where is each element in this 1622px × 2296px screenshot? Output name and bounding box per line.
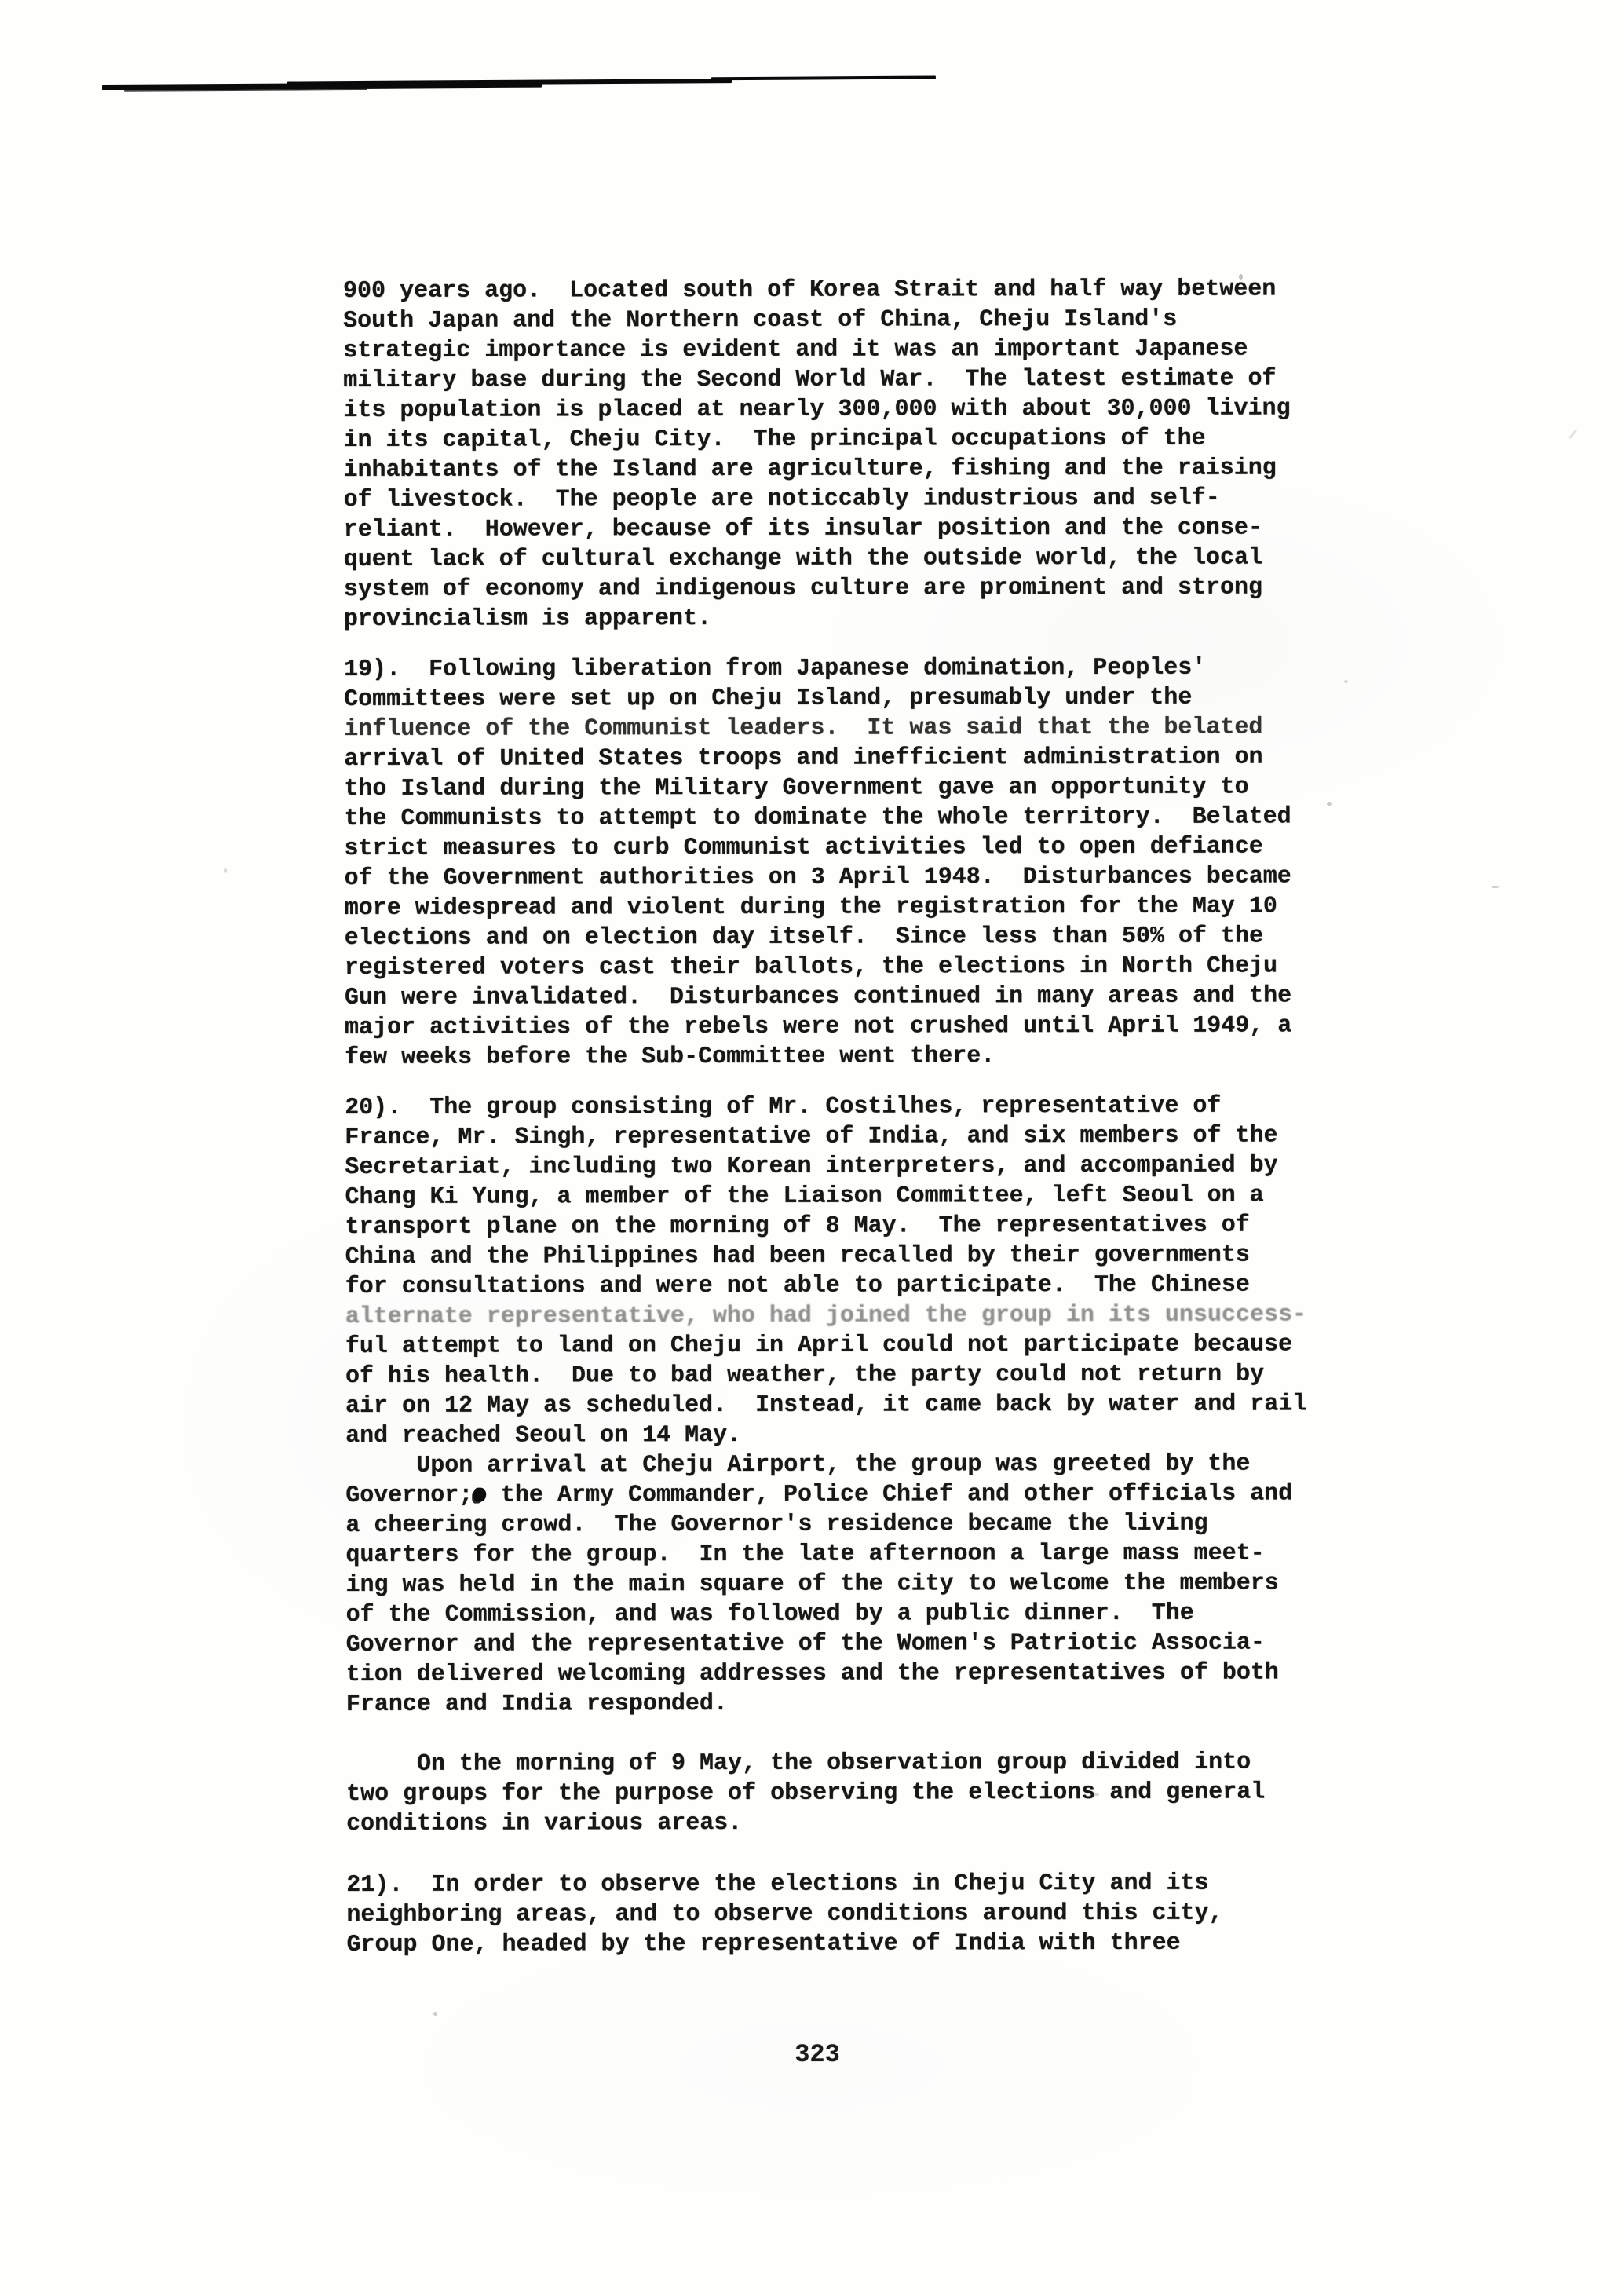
text-line: for consultations and were not able to participate. The Chinese [345, 1271, 1250, 1300]
text-line: 21). In order to observe the elections in Cheju City and its [346, 1870, 1209, 1899]
text-segment: the Army Commander, Police Chief and other officials and [486, 1480, 1293, 1509]
text-line: the Communists to attempt to dominate the whole territory. Belated [344, 803, 1291, 832]
text-line: of his health. Due to bad weather, the party could not return by [345, 1361, 1265, 1390]
text-line: China and the Philippines had been recalled by their governments [345, 1241, 1250, 1270]
text-line: arrival of United States troops and inefficient administration on [344, 744, 1263, 773]
text-line: elections and on election day itself. Since less than 50% of the [344, 923, 1264, 952]
paragraph-intro [343, 274, 1357, 634]
scan-speck [1327, 802, 1332, 806]
paragraph-9-may [346, 1747, 1359, 1839]
text-line: 19). Following liberation from Japanese domination, Peoples' [344, 654, 1207, 683]
text-line: influence of the Communist leaders. It was said that the belated [344, 714, 1263, 743]
scan-speck [433, 2012, 437, 2016]
text-line: ful attempt to land on Cheju in April could not participate because [345, 1331, 1293, 1360]
text-line: Upon arrival at Cheju Airport, the group was greeted by the [345, 1450, 1251, 1479]
text-line: transport plane on the morning of 8 May. The representatives of [345, 1212, 1250, 1241]
text-line: 900 years ago. Located south of Korea Strait and half way between [343, 276, 1277, 305]
scan-speck [1344, 680, 1348, 683]
scan-speck [1091, 1793, 1099, 1796]
text-line: registered voters cast their ballots, the elections in North Cheju [344, 952, 1278, 982]
text-line: On the morning of 9 May, the observation group divided into [345, 1749, 1251, 1778]
scan-rule-line [100, 70, 941, 97]
text-line: of the Commission, and was followed by a public dinner. The [345, 1600, 1194, 1629]
ink-blot-icon [474, 1487, 486, 1502]
text-line: military base during the Second World War. The latest estimate of [343, 365, 1277, 394]
text-line: Gun were invalidated. Disturbances continued in many areas and the [344, 982, 1292, 1011]
paragraph-19 [344, 653, 1357, 1073]
text-line: reliant. However, because of its insular position and the conse- [343, 514, 1262, 543]
text-line: South Japan and the Northern coast of China, Cheju Island's [343, 305, 1178, 335]
scan-speck [1239, 274, 1243, 280]
document-text [343, 274, 1359, 1960]
text-line: major activities of the rebels were not crushed until April 1949, a [344, 1012, 1292, 1041]
text-line: air on 12 May as scheduled. Instead, it came back by water and rail [345, 1391, 1307, 1420]
paragraph-arrival [345, 1449, 1359, 1720]
text-line-faded: alternate representative, who had joined the group in its unsuccess- [345, 1301, 1307, 1330]
text-line: Chang Ki Yung, a member of the Liaison Committee, left Seoul on a [345, 1182, 1264, 1211]
text-line: Governor and the representative of the Women's Patriotic Associa- [345, 1629, 1265, 1658]
text-line: and reached Seoul on 14 May. [345, 1421, 742, 1450]
text-line: Committees were set up on Cheju Island, presumably under the [344, 684, 1193, 713]
text-line: ing was held in the main square of the city to welcome the members [345, 1570, 1279, 1599]
page-number: 323 [795, 2040, 840, 2069]
text-segment: Governor; [345, 1482, 473, 1509]
text-line: in its capital, Cheju City. The principal occupations of the [343, 425, 1206, 454]
text-line: two groups for the purpose of observing the elections and general [346, 1779, 1266, 1808]
text-line: of the Government authorities on 3 April 1948. Disturbances became [344, 863, 1291, 892]
text-line: strategic importance is evident and it was an important Japanese [343, 335, 1248, 364]
scan-speck [1492, 886, 1499, 888]
paragraph-20 [345, 1091, 1358, 1451]
text-line: more widespread and violent during the registration for the May 10 [344, 893, 1277, 922]
text-line: few weeks before the Sub-Committee went there. [345, 1043, 995, 1071]
text-line: tho Island during the Military Government gave an opportunity to [344, 773, 1249, 803]
text-line: France and India responded. [345, 1690, 728, 1718]
text-line: conditions in various areas. [346, 1809, 743, 1837]
rule-segment [711, 76, 936, 81]
scan-speck [1569, 430, 1577, 440]
text-line: system of economy and indigenous culture are prominent and strong [343, 574, 1263, 603]
scan-speck [224, 868, 227, 873]
paragraph-21 [346, 1868, 1359, 1960]
text-line: of livestock. The people are noticcably industrious and self- [343, 484, 1220, 514]
text-line: quent lack of cultural exchange with the outside world, the local [343, 544, 1262, 573]
text-line: Group One, headed by the representative of India with three [346, 1929, 1181, 1958]
text-line: its population is placed at nearly 300,000 with about 30,000 living [343, 395, 1291, 424]
text-line: quarters for the group. In the late afternoon a large mass meet- [345, 1540, 1265, 1569]
text-line: 20). The group consisting of Mr. Costilhes, representative of [345, 1092, 1222, 1121]
text-line: Secretariat, including two Korean interpreters, and accompanied by [345, 1152, 1278, 1181]
text-line: France, Mr. Singh, representative of India, and six members of the [345, 1122, 1278, 1151]
text-line: strict measures to curb Communist activities led to open defiance [344, 833, 1263, 862]
text-line: a cheering crowd. The Governor's residence became the living [345, 1510, 1208, 1539]
text-line: neighboring areas, and to observe conditions around this city, [346, 1899, 1223, 1929]
text-line: inhabitants of the Island are agriculture, fishing and the raising [343, 455, 1277, 484]
text-line: tion delivered welcoming addresses and the representatives of both [345, 1659, 1279, 1688]
text-line-governor [345, 1479, 1358, 1511]
text-line: provincialism is apparent. [343, 605, 712, 633]
